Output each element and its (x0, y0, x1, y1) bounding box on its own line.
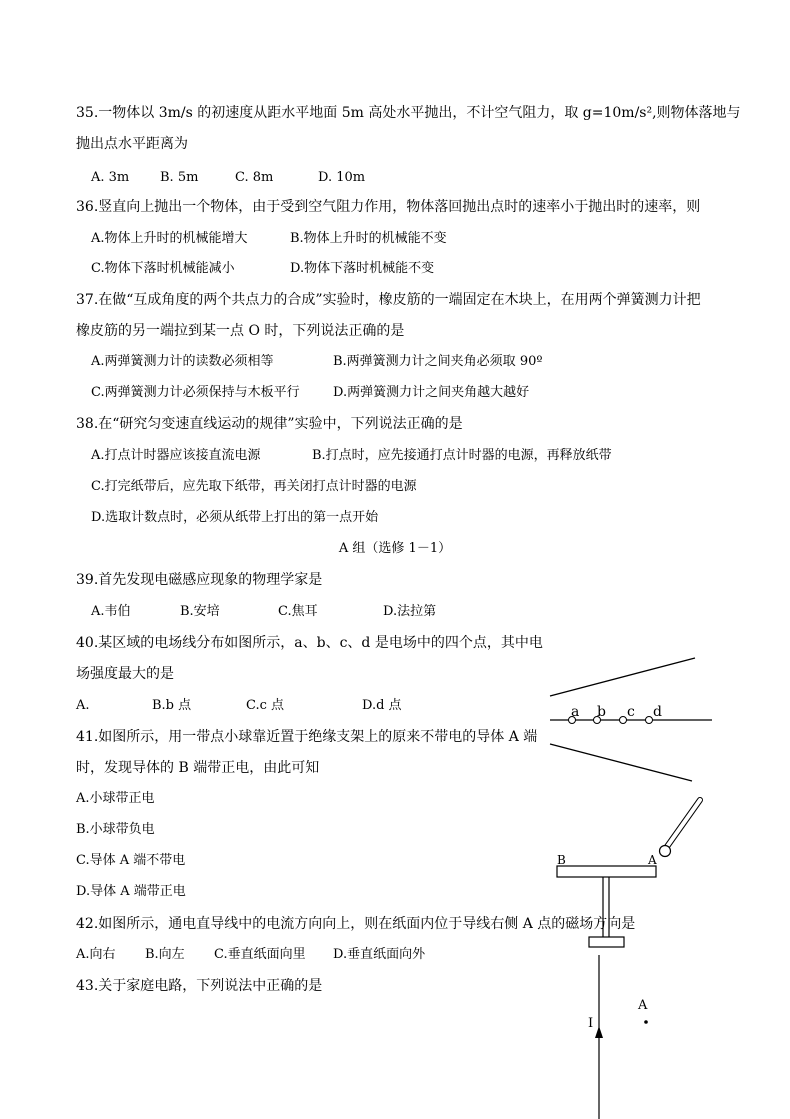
field-label-b: b (597, 704, 606, 720)
q40-option-a: A. (76, 698, 90, 713)
q41-stem-line1: 41.如图所示，用一带点小球靠近置于绝缘支架上的原来不带电的导体 A 端 (76, 729, 538, 745)
field-label-a: a (571, 704, 580, 720)
q39-stem: 39.首先发现电磁感应现象的物理学家是 (76, 572, 323, 588)
section-title: A 组（选修 1－1） (338, 541, 452, 556)
charged-ball (660, 846, 671, 857)
conductor-label-b: B (557, 853, 566, 867)
conductor-figure (557, 800, 700, 947)
q41-option-c: C.导体 A 端不带电 (76, 853, 186, 868)
q38-option-c: C.打完纸带后，应先取下纸带，再关闭打点计时器的电源 (91, 479, 417, 494)
q35-option-b: B. 5m (160, 170, 199, 185)
q36-stem: 36.竖直向上抛出一个物体，由于受到空气阻力作用，物体落回抛出点时的速率小于抛出时的速率，则 (76, 199, 701, 215)
q35-option-a: A. 3m (91, 170, 130, 185)
q38-option-d: D.选取计数点时，必须从纸带上打出的第一点开始 (91, 510, 379, 525)
ball-rod-inner (666, 800, 700, 848)
field-point-c (620, 717, 627, 724)
wire-figure (588, 955, 648, 1119)
field-lines-figure (550, 658, 712, 781)
q39-option-a: A.韦伯 (91, 604, 131, 619)
field-label-c: c (627, 704, 635, 720)
q37-option-b: B.两弹簧测力计之间夹角必须取 90º (333, 354, 543, 369)
point-a-dot (644, 1020, 648, 1024)
field-point-d (646, 717, 653, 724)
q36-option-d: D.物体下落时机械能不变 (290, 261, 435, 276)
current-label: I (588, 1016, 594, 1031)
field-label-d: d (653, 704, 662, 720)
q37-stem-line2: 橡皮筋的另一端拉到某一点 O 时，下列说法正确的是 (76, 323, 405, 339)
current-arrow-icon (595, 1026, 603, 1038)
field-line-lower (550, 744, 692, 781)
q36-option-a: A.物体上升时的机械能增大 (91, 231, 248, 246)
q42-stem: 42.如图所示，通电直导线中的电流方向向上，则在纸面内位于导线右侧 A 点的磁场方向是 (76, 916, 636, 932)
q42-option-b: B.向左 (145, 947, 185, 962)
q35-option-d: D. 10m (318, 170, 366, 185)
q38-stem: 38.在“研究匀变速直线运动的规律”实验中，下列说法正确的是 (76, 416, 463, 432)
q40-stem-line1: 40.某区域的电场线分布如图所示，a、b、c、d 是电场中的四个点，其中电 (76, 635, 543, 651)
q40-option-c: C.c 点 (246, 698, 285, 713)
q41-option-b: B.小球带负电 (76, 822, 155, 837)
q38-option-a: A.打点计时器应该接直流电源 (91, 448, 261, 463)
q35-option-c: C. 8m (235, 170, 274, 185)
stand-base (589, 937, 624, 947)
q41-option-d: D.导体 A 端带正电 (76, 884, 186, 899)
q39-option-c: C.焦耳 (278, 604, 318, 619)
point-a-label: A (638, 998, 648, 1013)
conductor-label-a: A (648, 853, 657, 867)
q37-option-d: D.两弹簧测力计之间夹角越大越好 (333, 385, 530, 400)
q35-stem-line1: 35.一物体以 3m/s 的初速度从距水平地面 5m 高处水平抛出，不计空气阻力，取 g=10m/s²,则物体落地与 (76, 105, 741, 121)
q41-stem-line2: 时，发现导体的 B 端带正电，由此可知 (76, 760, 320, 776)
q42-option-c: C.垂直纸面向里 (214, 947, 306, 962)
q37-option-c: C.两弹簧测力计必须保持与木板平行 (91, 385, 300, 400)
q41-option-a: A.小球带正电 (76, 791, 155, 806)
q37-option-a: A.两弹簧测力计的读数必须相等 (91, 354, 274, 369)
q39-option-d: D.法拉第 (383, 604, 437, 619)
q40-option-b: B.b 点 (152, 698, 192, 713)
q42-option-d: D.垂直纸面向外 (333, 947, 426, 962)
q40-option-d: D.d 点 (362, 698, 402, 713)
q39-option-b: B.安培 (180, 604, 220, 619)
q35-stem-line2: 抛出点水平距离为 (76, 136, 188, 152)
q40-stem-line2: 场强度最大的是 (76, 666, 174, 682)
q42-option-a: A.向右 (76, 947, 116, 962)
conductor-bar (557, 866, 656, 877)
q37-stem-line1: 37.在做“互成角度的两个共点力的合成”实验时，橡皮筋的一端固定在木块上，在用两个弹簧测力计把 (76, 292, 701, 308)
field-line-upper (550, 658, 695, 696)
q43-stem: 43.关于家庭电路，下列说法中正确的是 (76, 978, 323, 994)
q36-option-b: B.物体上升时的机械能不变 (290, 231, 447, 246)
q36-option-c: C.物体下落时机械能减小 (91, 261, 235, 276)
q38-option-b: B.打点时，应先接通打点计时器的电源，再释放纸带 (312, 448, 612, 463)
